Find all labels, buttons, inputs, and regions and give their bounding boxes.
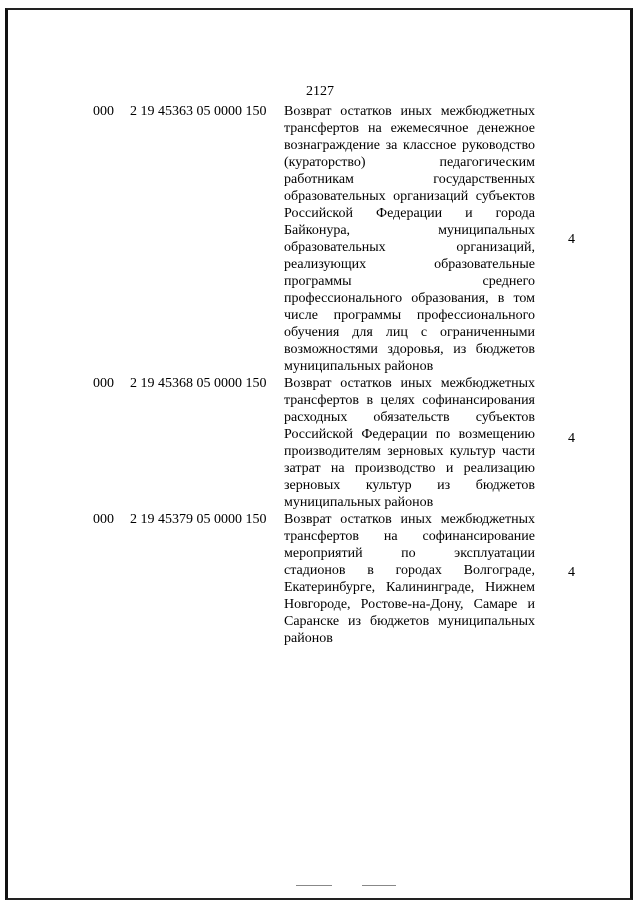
description-line: стадионов в городах Волгограде, [284, 563, 535, 578]
description-line: Возврат остатков иных межбюджетных [284, 376, 535, 391]
description-line: (кураторство) педагогическим [284, 155, 535, 170]
row-description [284, 103, 535, 375]
income-code: 2 19 45368 05 0000 150 [130, 376, 267, 391]
description-line: Екатеринбурге, Калининграде, Нижнем [284, 580, 535, 595]
income-code: 2 19 45379 05 0000 150 [130, 512, 267, 527]
description-line: трансфертов на ежемесячное денежное [284, 121, 535, 136]
row-description [284, 511, 535, 647]
description-line: работникам государственных [284, 172, 535, 187]
row-amount: 4 [568, 232, 575, 247]
description-line: Новгороде, Ростове-на-Дону, Самаре и [284, 597, 535, 612]
admin-code: 000 [93, 512, 114, 527]
description-line: программы среднего [284, 274, 535, 289]
description-line: Возврат остатков иных межбюджетных [284, 512, 535, 527]
description-line: реализующих образовательные [284, 257, 535, 272]
description-line: образовательных организаций, [284, 240, 535, 255]
row-amount: 4 [568, 565, 575, 580]
scan-artifact [362, 885, 396, 886]
description-line: Российской Федерации по возмещению [284, 427, 535, 442]
description-line: муниципальных районов [284, 359, 434, 374]
page-number: 2127 [306, 84, 334, 99]
description-line: мероприятий по эксплуатации [284, 546, 535, 561]
row-amount: 4 [568, 431, 575, 446]
description-line: профессионального образования, в том [284, 291, 535, 306]
description-line: числе программы профессионального [284, 308, 535, 323]
income-code: 2 19 45363 05 0000 150 [130, 104, 267, 119]
description-line: возможностями здоровья, из бюджетов [284, 342, 535, 357]
description-line: Возврат остатков иных межбюджетных [284, 104, 535, 119]
description-line: муниципальных районов [284, 495, 434, 510]
description-line: производителям зерновых культур части [284, 444, 535, 459]
description-line: затрат на производство и реализацию [284, 461, 535, 476]
description-line: Российской Федерации и города [284, 206, 535, 221]
description-line: обучения для лиц с ограниченными [284, 325, 535, 340]
description-line: Байконура, муниципальных [284, 223, 535, 238]
description-line: трансфертов на софинансирование [284, 529, 535, 544]
description-line: вознаграждение за классное руководство [284, 138, 535, 153]
row-description [284, 375, 535, 511]
description-line: образовательных организаций субъектов [284, 189, 535, 204]
description-line: Саранске из бюджетов муниципальных [284, 614, 535, 629]
description-line: районов [284, 631, 333, 646]
scan-artifact [296, 885, 332, 886]
admin-code: 000 [93, 376, 114, 391]
description-line: зерновых культур из бюджетов [284, 478, 535, 493]
description-line: расходных обязательств субъектов [284, 410, 535, 425]
description-line: трансфертов в целях софинансирования [284, 393, 535, 408]
admin-code: 000 [93, 104, 114, 119]
